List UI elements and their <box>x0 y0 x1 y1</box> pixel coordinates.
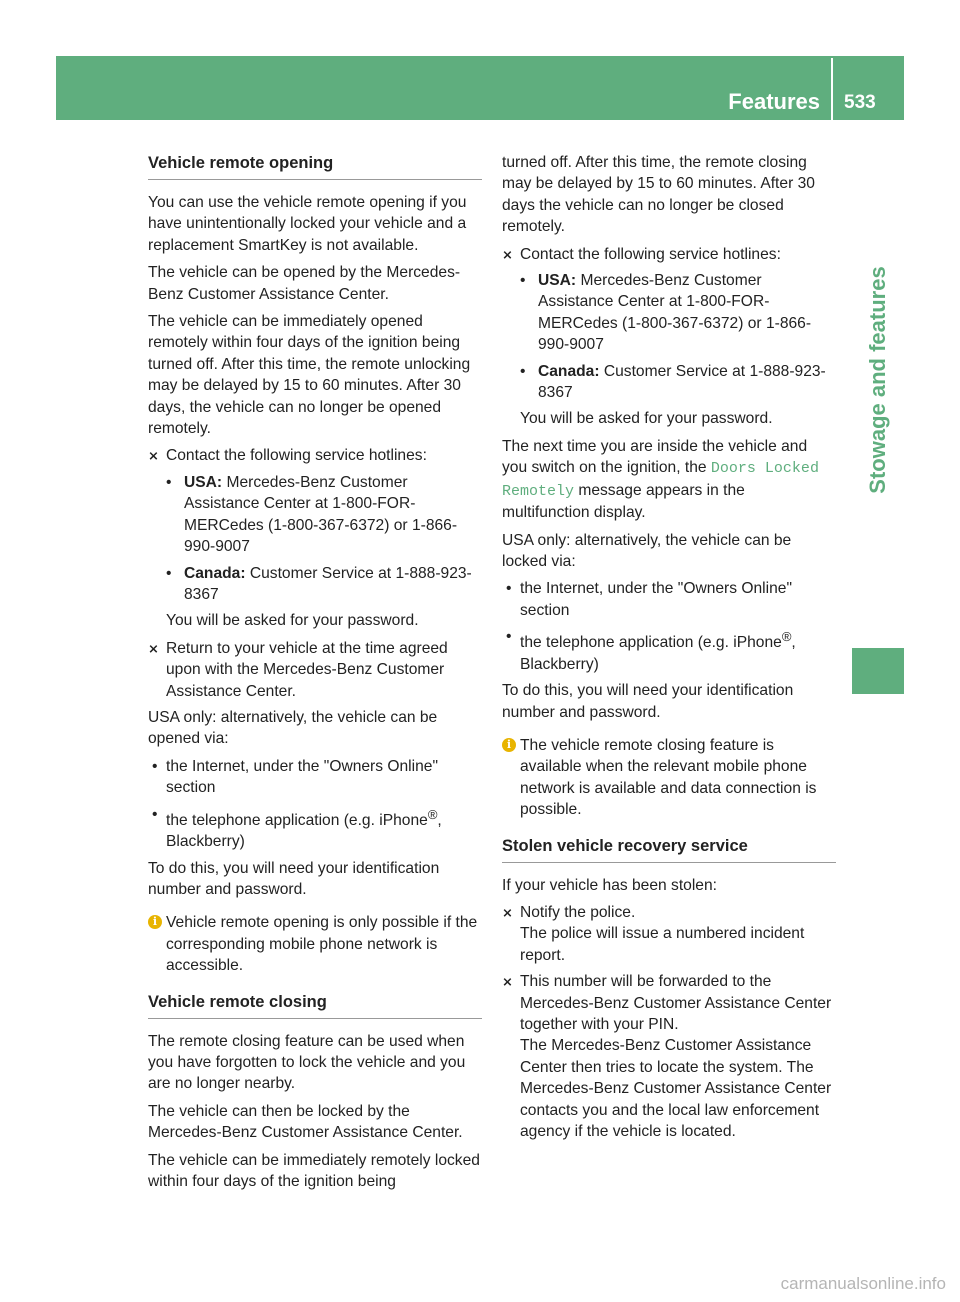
paragraph: The vehicle can be opened by the Mercedes-Benz Customer Assistance Center. <box>148 264 461 303</box>
step-arrow-icon: ⨯ <box>148 448 159 464</box>
instruction-step: ⨯ Contact the following service hotlines: <box>148 445 482 466</box>
watermark: carmanualsonline.info <box>780 1274 946 1293</box>
right-column <box>502 152 836 1156</box>
paragraph: The vehicle can be immediately opened remotely within four days of the ignition being turned off. After this time, the remote unlocking may be delayed by 15 to 60 minutes. After 30 days, the vehicle can no longer be opened remotely. <box>148 313 471 438</box>
chapter-marker <box>852 648 904 694</box>
info-icon: i <box>502 738 516 752</box>
header-divider <box>831 58 833 120</box>
paragraph: USA only: alternatively, the vehicle can be locked via: <box>502 531 792 570</box>
bullet-icon: • <box>152 757 158 775</box>
list-item: • the telephone application (e.g. iPhone®, Blackberry) <box>152 805 442 851</box>
bullet-icon: • <box>152 805 158 823</box>
bullet-icon: • <box>506 580 512 598</box>
paragraph: turned off. After this time, the remote closing may be delayed by 15 to 60 minutes. After 30 days the vehicle can no longer be closed remotely. <box>502 154 815 236</box>
list-item: • Canada: Customer Service at 1-888-923-8367 <box>166 564 472 603</box>
bullet-icon: • <box>506 628 512 646</box>
list-item: • the telephone application (e.g. iPhone®, Blackberry) <box>506 628 796 673</box>
step-arrow-icon: ⨯ <box>148 640 159 656</box>
paragraph: The next time you are inside the vehicle and you switch on the ignition, the Doors Locked Remotely message appears in the multifunction display. <box>502 437 819 522</box>
section-heading: Stolen vehicle recovery service <box>502 835 836 863</box>
bullet-icon: • <box>520 362 526 380</box>
step-arrow-icon: ⨯ <box>502 974 513 990</box>
bullet-icon: • <box>520 272 526 290</box>
section-remote-opening <box>148 152 482 977</box>
info-note: i Vehicle remote opening is only possible if the corresponding mobile phone network is accessible. <box>148 912 482 976</box>
step-arrow-icon: ⨯ <box>502 904 513 920</box>
section-heading: Vehicle remote closing <box>148 991 482 1019</box>
info-note: i The vehicle remote closing feature is available when the relevant mobile phone network is available and data connection is possible. <box>502 735 836 821</box>
list-item: • the Internet, under the "Owners Online" section <box>506 580 792 619</box>
paragraph: You will be asked for your password. <box>520 410 773 428</box>
list-item: • the Internet, under the "Owners Online" section <box>152 757 438 797</box>
paragraph: USA only: alternatively, the vehicle can be opened via: <box>148 708 438 748</box>
instruction-step: ⨯ Notify the police. The police will issue a numbered incident report. <box>502 903 805 964</box>
list-item: • Canada: Customer Service at 1-888-923-8367 <box>520 362 826 402</box>
paragraph: The vehicle can then be locked by the Mercedes-Benz Customer Assistance Center. <box>148 1102 463 1142</box>
chapter-tab-label: Stowage and features <box>865 266 890 494</box>
section-stolen-vehicle <box>502 835 836 1143</box>
paragraph: The vehicle can be immediately remotely locked within four days of the ignition being <box>148 1151 480 1191</box>
list-item: • USA: Mercedes-Benz Customer Assistance Center at 1-800-FOR-MERCedes (1-800-367-6372) or 1-866-990-9007 <box>166 473 458 556</box>
section-title: Features <box>728 89 820 114</box>
instruction-step: ⨯ Return to your vehicle at the time agreed upon with the Mercedes-Benz Customer Assistance Center. <box>148 639 448 700</box>
bullet-icon: • <box>166 473 172 491</box>
left-column <box>148 152 482 1206</box>
bullet-icon: • <box>166 564 172 582</box>
page-header <box>56 56 904 120</box>
info-icon: i <box>148 915 162 929</box>
list-item: • USA: Mercedes-Benz Customer Assistance Center at 1-800-FOR-MERCedes (1-800-367-6372) or 1-866-990-9007 <box>520 272 812 354</box>
paragraph: You will be asked for your password. <box>166 612 419 630</box>
paragraph: To do this, you will need your identification number and password. <box>148 859 440 898</box>
paragraph: To do this, you will need your identification number and password. <box>502 682 794 721</box>
instruction-step: ⨯ This number will be forwarded to the Mercedes-Benz Customer Assistance Center together with your PIN. The Mercedes-Benz Customer Assistance Center then tries to locate the system. The Mercedes-Benz Customer Assistance Center contacts you and the local law enforcement agency if the vehicle is located. <box>502 973 832 1141</box>
instruction-step: ⨯ Contact the following service hotlines: <box>502 244 836 265</box>
paragraph: The remote closing feature can be used when you have forgotten to lock the vehicle and you are no longer nearby. <box>148 1032 466 1093</box>
step-arrow-icon: ⨯ <box>502 246 513 262</box>
paragraph: You can use the vehicle remote opening if you have unintentionally locked your vehicle and a replacement SmartKey is not available. <box>148 194 467 254</box>
paragraph: If your vehicle has been stolen: <box>502 876 717 894</box>
display-message: Doors Locked Remotely <box>502 460 819 500</box>
page-number: 533 <box>844 92 876 113</box>
section-remote-closing-continued <box>502 152 836 821</box>
section-remote-closing <box>148 991 482 1193</box>
section-heading: Vehicle remote opening <box>148 152 482 180</box>
